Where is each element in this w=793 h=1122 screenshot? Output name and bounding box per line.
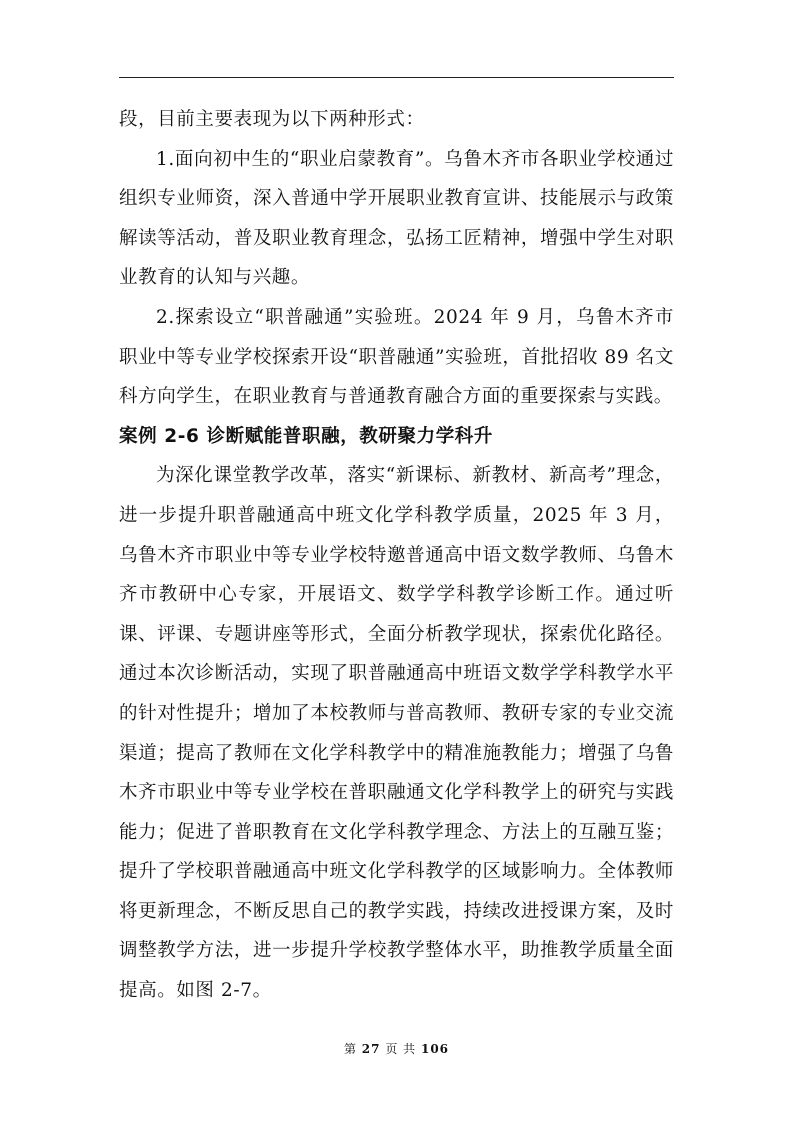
paragraph-career-enlightenment: 1.面向初中生的“职业启蒙教育”。乌鲁木齐市各职业学校通过组织专业师资，深入普通中学开展职业教育宣讲、技能展示与政策解读等活动，普及职业教育理念，弘扬工匠精神，增强中学生对职业教育的认知与兴趣。: [119, 148, 674, 289]
body-content: [119, 100, 674, 1011]
header-rule: [119, 77, 674, 78]
footer-middle: 页 共: [385, 1042, 417, 1056]
total-pages-number: 106: [420, 1042, 450, 1056]
current-page-number: 27: [361, 1042, 381, 1056]
page-footer: [0, 1040, 793, 1057]
paragraph-case-body: 为深化课堂教学改革，落实“新课标、新教材、新高考”理念，进一步提升职普融通高中班文化学科教学质量，2025 年 3 月，乌鲁木齐市职业中等专业学校特邀普通高中语文数学教师、乌鲁木齐市教研中心专家，开展语文、数学学科教学诊断工作。通过听课、评课、专题讲座等形式，全面分析教学现状，探索优化路径。通过本次诊断活动，实现了职普融通高中班语文数学学科教学水平的针对性提升；增加了本校教师与普高教师、教研专家的专业交流渠道；提高了教师在文化学科教学中的精准施教能力；增强了乌鲁木齐市职业中等专业学校在普职融通文化学科教学上的研究与实践能力；促进了普职教育在文化学科教学理念、方法上的互融互鉴；提升了学校职普融通高中班文化学科教学的区域影响力。全体教师将更新理念，不断反思自己的教学实践，持续改进授课方案，及时调整教学方法，进一步提升学校教学整体水平，助推教学质量全面提高。如图 2-7。: [119, 465, 674, 1002]
paragraph-experimental-class: 2.探索设立“职普融通”实验班。2024 年 9 月，乌鲁木齐市职业中等专业学校探索开设“职普融通”实验班，首批招收 89 名文科方向学生，在职业教育与普通教育融合方面的重要探索与实践。: [119, 306, 674, 408]
case-heading: 案例 2-6 诊断赋能普职融，教研聚力学科升: [119, 425, 494, 447]
footer-prefix: 第: [343, 1042, 357, 1056]
intro-paragraph: 段，目前主要表现为以下两种形式：: [119, 109, 425, 130]
